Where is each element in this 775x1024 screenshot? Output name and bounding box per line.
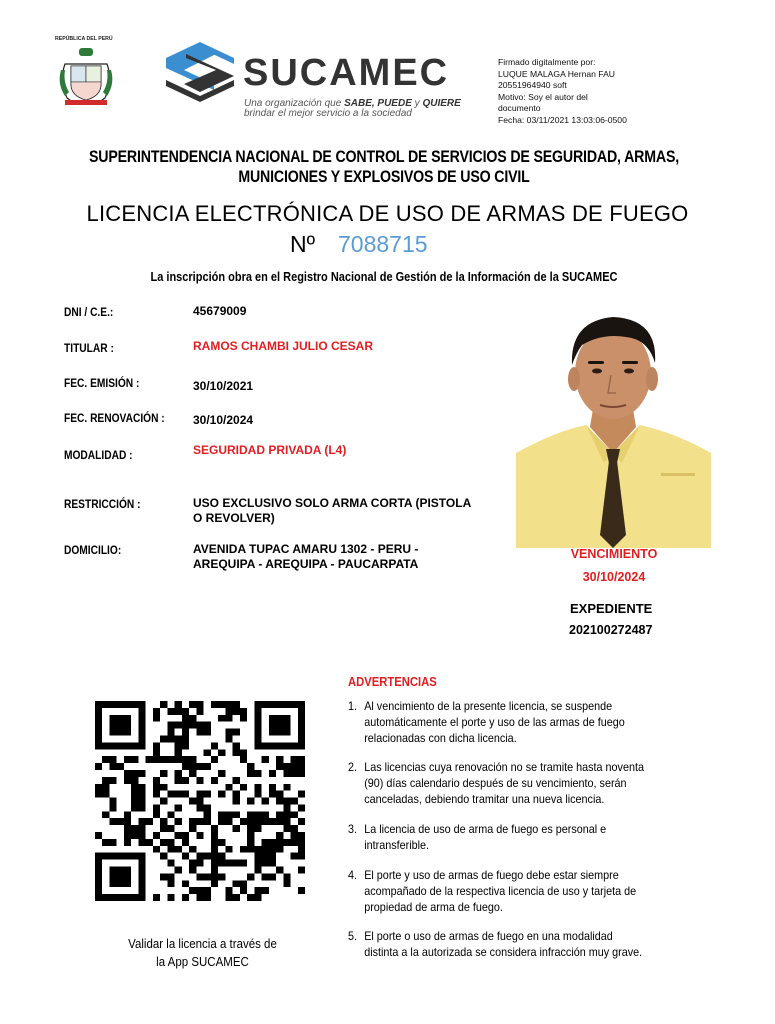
warning-item [348,821,645,853]
warning-text-line: El porte o uso de armas de fuego en una modalidad [364,929,613,943]
issue-date-label: FEC. EMISIÓN : [64,376,140,390]
warning-text-line: distinta a la autorizada se considera infracción muy grave. [364,945,643,959]
warning-number: 2. [348,760,358,774]
warning-text-line: Las licencias cuya renovación no se tramite hasta noventa [364,760,644,774]
dni-value: 45679009 [193,304,247,318]
holder-label: TITULAR : [64,341,114,355]
coat-of-arms-text: REPÚBLICA DEL PERÚ [55,36,113,42]
warning-number: 5. [348,929,358,943]
warning-item [348,867,645,915]
registry-note: La inscripción obra en el Registro Nacional de Gestión de la Información de la SUCAMEC [150,270,618,284]
logo-wordmark: SUCAMEC [243,52,450,94]
address-value [193,542,418,572]
warning-number: 3. [348,822,358,836]
warning-text-line: Al vencimiento de la presente licencia, se suspende [364,699,613,713]
warning-text-line: automáticamente el porte y uso de las armas de fuego [364,715,625,729]
warning-text-line: El porte y uso de armas de fuego debe estar siempre [364,868,619,882]
agency-name-line-2: MUNICIONES Y EXPLOSIVOS DE USO CIVIL [238,168,530,186]
restriction-label: RESTRICCIÓN : [64,497,141,511]
dni-label: DNI / C.E.: [64,305,114,319]
logo-tagline-1: Una organización que SABE, PUEDE y QUIERE [244,98,461,109]
agency-name-line-1: SUPERINTENDENCIA NACIONAL DE CONTROL DE SERVICIOS DE SEGURIDAD, ARMAS, [88,148,680,166]
holder-photo [516,303,711,548]
warning-text-line: propiedad de arma de fuego. [364,900,503,914]
signature-line: Firmado digitalmente por: [498,57,596,67]
restriction-line: USO EXCLUSIVO SOLO ARMA CORTA (PISTOLA [193,496,472,510]
signature-line: Fecha: 03/11/2021 13:03:06-0500 [498,114,627,125]
renewal-date-value: 30/10/2024 [193,413,254,427]
restriction-value [193,496,471,526]
renewal-date-label: FEC. RENOVACIÓN : [64,411,165,425]
document-title: LICENCIA ELECTRÓNICA DE USO DE ARMAS DE FUEGO [86,201,689,226]
file-label: EXPEDIENTE [570,601,653,616]
warning-text-line: canceladas, debiendo tramitar una nueva licencia. [364,792,605,806]
qr-caption-line-2: la App SUCAMEC [156,955,249,969]
holder-value: RAMOS CHAMBI JULIO CESAR [193,339,374,353]
digital-signature [498,57,648,127]
modality-value: SEGURIDAD PRIVADA (L4) [193,443,347,457]
warning-number: 1. [348,699,358,713]
warning-text-line: (90) días calendario después de su vencimiento, serán [364,776,627,790]
issue-date-value: 30/10/2021 [193,379,254,393]
signature-line: documento [498,103,541,114]
warning-item [348,698,645,746]
restriction-line: O REVOLVER) [193,511,275,525]
file-number: 202100272487 [569,623,653,637]
expiry-date: 30/10/2024 [582,570,646,584]
license-number-label: Nº [290,231,316,257]
signature-line: 20551964940 soft [498,80,567,91]
modality-label: MODALIDAD : [64,448,133,462]
signature-line: Motivo: Soy el autor del [498,91,588,102]
warning-text-line: relacionadas con dicha licencia. [364,731,517,745]
warning-text-line: La licencia de uso de arma de fuego es personal e [364,822,607,836]
address-line: AREQUIPA - AREQUIPA - PAUCARPATA [193,557,419,571]
address-line: AVENIDA TUPAC AMARU 1302 - PERU - [193,542,419,556]
peru-coat-of-arms-icon [55,36,117,110]
address-label: DOMICILIO: [64,543,122,557]
sucamec-logo-icon [164,40,236,104]
validation-qr-code[interactable] [95,701,305,901]
warning-item [348,759,645,807]
warning-item [348,928,645,960]
logo-tagline-2: brindar el mejor servicio a la sociedad [244,108,412,119]
warning-number: 4. [348,868,358,882]
warning-text-line: acompañado de la respectiva licencia de uso y tarjeta de [364,884,637,898]
warning-text-line: intransferible. [364,838,430,852]
license-number: 7088715 [338,231,428,257]
expiry-label: VENCIMIENTO [570,547,658,561]
signature-line: LUQUE MALAGA Hernan FAU [498,68,616,79]
warnings-title: ADVERTENCIAS [348,675,437,689]
qr-caption-line-1: Validar la licencia a través de [128,937,277,951]
